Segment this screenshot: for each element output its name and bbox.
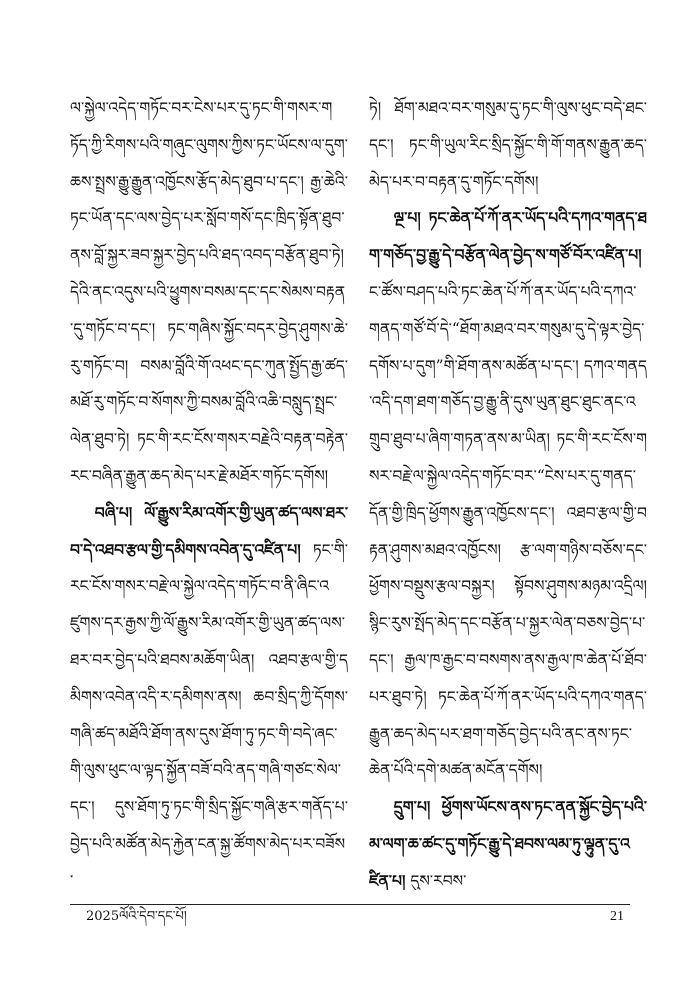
right-paragraph-3: [369, 789, 647, 890]
paragraph-text: ཏེ། ཐོག་མཐའ་བར་གསུམ་དུ་ཏང་གི་ལུས་ཕུང་བདེ་ཐང་དང་། ཏང་གི་ཡུལ་རིང་སྲིད་སྐྱོང་གི་གོ་གནས་རྒྱུན་ཆད་མེད་པར་བ་བརྟན་དུ་གཏོང་དགོས།: [369, 99, 647, 191]
left-paragraph-1: [70, 90, 348, 495]
paragraph-text: དུས་རབས་: [410, 871, 467, 890]
paragraph-text: ང་ཚོས་བཤད་པའི་ཏང་ཆེན་པོ་ཀོ་ནར་ཡོད་པའི་དཀའ་གནད་གཙོ་བོ་དེ་“ཐོག་མཐའ་བར་གསུམ་དུ་དེ་ལྟར་བྱེད་དགོས་པ་དུག”གི་ཐོག་ནས་མཚོན་པ་དང་། དཀའ་གནད་འདི་དག་ཐག་གཅོད་བྱ་རྒྱུ་ནི་དུས་ཡུན་ཐུང་ཐུང་ནང་འགྲུབ་ཐུབ་པ་ཞིག་གཏན་ནས་མ་ཡིན། ཏང་གི་རང་ངོས་གསར་བརྗེ་ལ་སྐྱེལ་འདེད་གཏོང་བར་“ངེས་པར་དུ་གནད་དོན་གྱི་ཁྲིད་ཕྱོགས་རྒྱུན་འཁྱོངས་དང་། འཐབ་རྩལ་གྱི་བརྟན་ཤུགས་མཐའ་འཁྱོངས། རྩ་ལག་གཉིས་བཅོས་དང་ཕྱོགས་བསྡུས་རྩལ་བསྐྱར། སྟོབས་ཤུགས་མཉམ་འདྲིལ། སྙིང་རུས་སྤོད་མེད་དང་བརྩོན་པ་སྐྱར་ལེན་བཅས་བྱེད་པ་དང་། རྒྱལ་ཁ་རྒྱང་བ་བསགས་ནས་རྒྱལ་ཁ་ཆེན་པོ་ཐོབ་པར་ཐུབ་ཏེ། ཏང་ཆེན་པོ་ཀོ་ནར་ཡོད་པའི་དཀའ་གནད་རྒྱུན་ཆད་མེད་པར་ཐག་གཅོད་བྱེད་པའི་ནང་ནས་ཏང་ཆེན་པོའི་དགེ་མཚན་མངོན་དགོས།: [369, 282, 647, 780]
page-number: 21: [610, 909, 624, 924]
paragraph-text: ལ་སྐྱེལ་འདེད་གཏོང་བར་ངེས་པར་དུ་ཏང་གི་གསར་གཏོད་ཀྱི་རིགས་པའི་གཞུང་ལུགས་ཀྱིས་ཏང་ཡོངས་ལ་དུག་ཆས་སྤྲས་རྒྱུ་རྒྱུན་འཁྱོངས་རྩོད་མེད་ཐུབ་པ་དང་། རྒྱ་ཆེའི་ཏང་ཡོན་དང་ལས་བྱེད་པར་སློབ་གསོ་དང་ཁྲིད་སྟོན་ཐུབ་ནས་བློ་སྐྱར་ཟབ་སྐྱར་བྱེད་པའི་ཐད་འབད་བརྩོན་ཐུབ་ཏེ། དེའི་ནང་འདུས་པའི་ཕྱུགས་བསམ་དང་དང་སེམས་བརྟན་དུ་གཏོང་བ་དང་། ཏང་གཞིས་སྐྱོང་བདར་བྱེད་ཤུགས་ཆེ་རུ་གཏོང་བ། བསམ་བློའི་གོ་འཕང་དང་ཀུན་སྤྱོད་རྒྱ་ཚད་མཐོ་རུ་གཏོང་བ་སོགས་ཀྱི་བསམ་བློའི་འཆི་བསླུད་སྤྲང་ལེན་ཐུབ་ཏེ། ཏང་གི་རང་ངོས་གསར་བརྗེའི་བརྟན་བརྟེན་རང་བཞིན་རྒྱུན་ཆད་མེད་པར་རྗེ་མཐོར་གཏོང་དགོས།: [70, 99, 348, 485]
right-paragraph-2: [369, 200, 647, 789]
left-column: [70, 90, 348, 890]
right-column: [369, 90, 647, 890]
right-paragraph-1: [369, 90, 647, 200]
paragraph-text: ཏང་གི་རང་ངོས་གསར་བརྗེ་ལ་སྐྱེལ་འདེད་གཏོང་བ་ནི་ཞིང་འཛུགས་དར་རྒྱས་ཀྱི་ལོ་རྒྱུས་རིམ་འགོར་གྱི་ཡུན་ཚད་ལས་ཐར་བར་བྱེད་པའི་ཐབས་མཆོག་ཡིན། འཐབ་རྩལ་གྱི་དམིགས་འབེན་འདི་ར་དམིགས་ནས། ཆབ་སྲིད་ཀྱི་དོགས་གཞི་ཚད་མཐོའི་ཐོག་ནས་དུས་ཐོག་ཏུ་ཏང་གི་བདེ་ཞང་གི་ལུས་ཕུང་ལ་ལྟད་སྐྱོན་བཟོ་བའི་ནད་གཞི་གཙང་སེལ་དང་། དུས་ཐོག་ཏུ་ཏང་གི་སྲིད་སྐྱོང་གཞི་རྩར་གནོད་པ་བྱེད་པའི་མཚོན་མེད་རྐྱེན་ངན་སྐྱ་ཚོགས་མེད་པར་བཟོས་: [70, 540, 348, 890]
left-paragraph-2: [70, 495, 348, 890]
section-heading-6: དྲུག་པ། ཕྱོགས་ཡོངས་ནས་ཏང་ནན་སྐྱོང་བྱེད་པའི་མ་ལག་ཆ་ཚང་དུ་གཏོང་རྒྱུ་དེ་ཐབས་ལམ་ཏུ་ལྟུན་དུ་འཛིན་པ།: [369, 797, 647, 890]
footer-issue-label: 2025ལོའི་དེབ་དང་པོ།: [86, 909, 187, 924]
footer-rule: [70, 904, 630, 905]
section-heading-4: བཞི་པ། ལོ་རྒྱུས་རིམ་འགོར་གྱི་ཡུན་ཚད་ལས་ཐར་བ་དེ་འཐབ་རྩལ་གྱི་དམིགས་འབེན་དུ་འཛིན་པ།: [70, 502, 348, 559]
section-heading-5: ལྔ་པ། ཏང་ཆེན་པོ་ཀོ་ནར་ཡོད་པའི་དཀའ་གནད་ཐག་གཅོད་བྱ་རྒྱུ་དེ་བརྩོན་ལེན་བྱེད་ས་གཙོ་བོར་འཛིན་པ།: [369, 208, 647, 265]
